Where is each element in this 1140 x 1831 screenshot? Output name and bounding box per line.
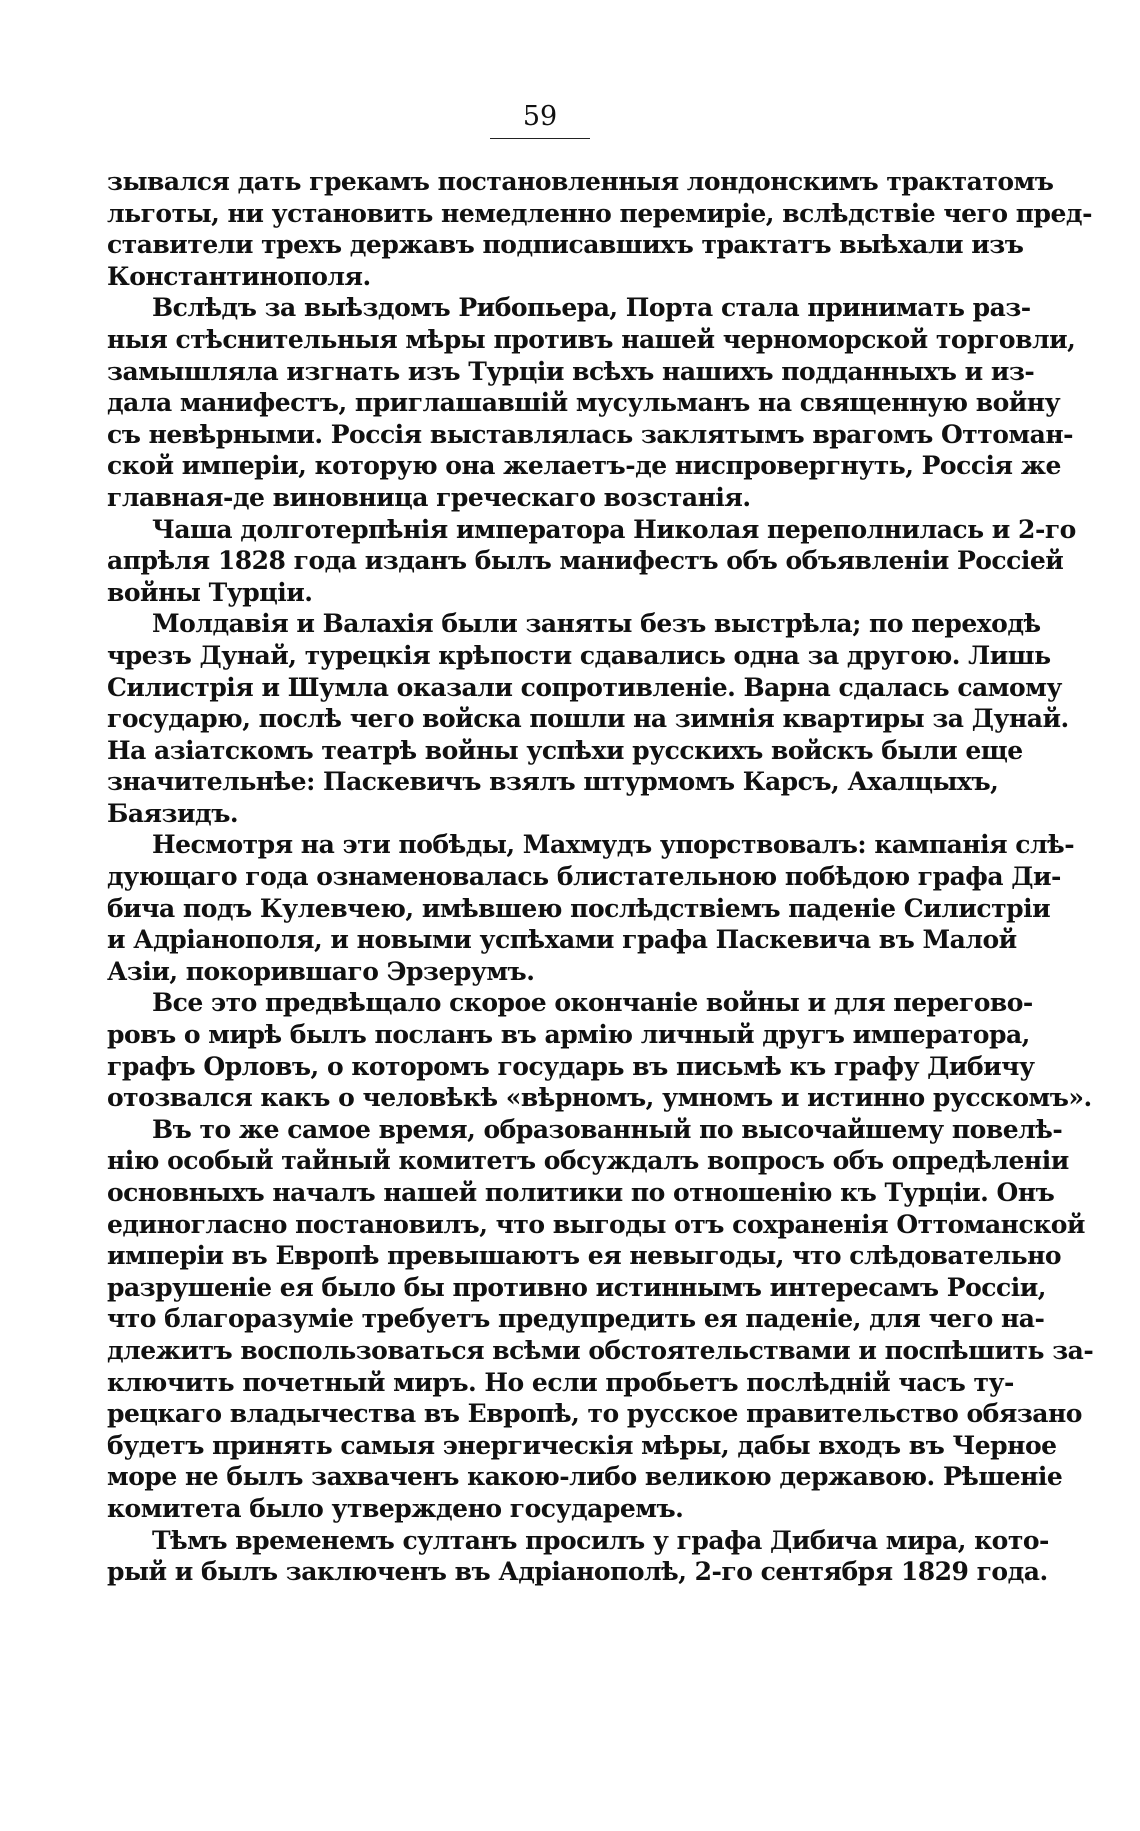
text-line: единогласно постановилъ, что выгоды отъ сохраненія Оттоманской [107,1209,1085,1239]
body-text [107,166,1094,1588]
text-line: рецкаго владычества въ Европѣ, то русское правительство обязано [107,1399,1082,1429]
text-line: Силистрія и Шумла оказали сопротивленіе. Варна сдалась самому [107,672,1062,702]
paragraph [107,514,1076,609]
text-line: ской имперіи, которую она желаетъ-де ниспровергнуть, Россія же [107,451,1061,481]
text-line: На азіатскомъ театрѣ войны успѣхи русскихъ войскъ были еще [107,735,1023,765]
text-line: дующаго года ознаменовалась блистательною побѣдою графа Ди- [107,862,1061,892]
text-line: комитета было утверждено государемъ. [107,1493,684,1523]
text-line: Тѣмъ временемъ султанъ просилъ у графа Дибича мира, кото- [152,1525,1049,1555]
text-line: Чаша долготерпѣнія императора Николая переполнилась и 2-го [152,514,1076,544]
text-line: главная-де виновница греческаго возстанія. [107,482,751,512]
paragraph [107,166,1092,292]
text-line: Несмотря на эти побѣды, Махмудъ упорствовалъ: кампанія слѣ- [152,830,1075,860]
text-line: отозвался какъ о человѣкѣ «вѣрномъ, умномъ и истинно русскомъ». [107,1083,1092,1113]
page-number-rule [490,138,590,139]
text-line: Баязидъ. [107,798,239,828]
paragraph [107,292,1076,513]
text-line: будетъ принять самыя энергическія мѣры, дабы входъ въ Черное [107,1430,1057,1460]
paragraph [107,1525,1049,1588]
page-number: 59 [522,101,558,132]
text-line: Константинополя. [107,261,371,291]
text-line: Все это предвѣщало скорое окончаніе войны и для перегово- [152,988,1033,1018]
text-line: государю, послѣ чего войска пошли на зимнія квартиры за Дунай. [107,704,1069,734]
text-line: длежитъ воспользоваться всѣми обстоятельствами и поспѣшить за- [107,1335,1094,1365]
text-line: бича подъ Кулевчею, имѣвшею послѣдствіемъ паденіе Силистріи [107,893,1051,923]
text-line: дала манифестъ, приглашавшій мусульманъ на священную войну [107,388,1061,418]
text-line: Азіи, покорившаго Эрзерумъ. [107,956,535,986]
text-line: зывался дать грекамъ постановленныя лондонскимъ трактатомъ [107,167,1054,196]
text-line: апрѣля 1828 года изданъ былъ манифестъ объ объявленіи Россіей [107,546,1064,576]
text-line: разрушеніе ея было бы противно истиннымъ интересамъ Россіи, [107,1272,1046,1302]
paragraph [107,829,1075,987]
text-line: войны Турціи. [107,577,313,607]
text-line: замышляла изгнать изъ Турціи всѣхъ нашихъ подданныхъ и из- [107,356,1035,386]
paragraph [107,987,1092,1113]
text-line: льготы, ни установить немедленно перемиріе, вслѣдствіе чего пред- [107,198,1092,228]
text-line: рый и былъ заключенъ въ Адріанополѣ, 2-го сентября 1829 года. [107,1557,1048,1587]
text-line: ныя стѣснительныя мѣры противъ нашей черноморской торговли, [107,324,1076,354]
text-line: ставители трехъ державъ подписавшихъ трактатъ выѣхали изъ [107,230,1024,260]
text-line: ровъ о мирѣ былъ посланъ въ армію личный другъ императора, [107,1020,1030,1050]
text-line: значительнѣе: Паскевичъ взялъ штурмомъ Карсъ, Ахалцыхъ, [107,767,999,797]
text-line: Вслѣдъ за выѣздомъ Рибопьера, Порта стала принимать раз- [152,293,1031,323]
text-line: Молдавія и Валахія были заняты безъ выстрѣла; по переходѣ [152,609,1041,639]
text-line: что благоразуміе требуетъ предупредить ея паденіе, для чего на- [107,1304,1045,1334]
text-line: ключить почетный миръ. Но если пробьетъ послѣдній часъ ту- [107,1367,1014,1397]
text-line: графъ Орловъ, о которомъ государь въ письмѣ къ графу Дибичу [107,1051,1035,1081]
text-line: море не былъ захваченъ какою-либо великою державою. Рѣшеніе [107,1462,1063,1492]
text-line: и Адріанополя, и новыми успѣхами графа Паскевича въ Малой [107,925,1017,955]
paragraph [107,608,1069,829]
text-line: чрезъ Дунай, турецкія крѣпости сдавались одна за другою. Лишь [107,640,1051,670]
text-line: имперіи въ Европѣ превышаютъ ея невыгоды, что слѣдовательно [107,1241,1062,1271]
text-line: основныхъ началъ нашей политики по отношенію къ Турціи. Онъ [107,1178,1055,1207]
paragraph [107,1114,1094,1525]
text-line: нію особый тайный комитетъ обсуждалъ вопросъ объ опредѣленіи [107,1146,1069,1176]
text-line: Въ то же самое время, образованный по высочайшему повелѣ- [152,1114,1063,1144]
text-line: съ невѣрными. Россія выставлялась заклятымъ врагомъ Оттоман- [107,419,1073,449]
